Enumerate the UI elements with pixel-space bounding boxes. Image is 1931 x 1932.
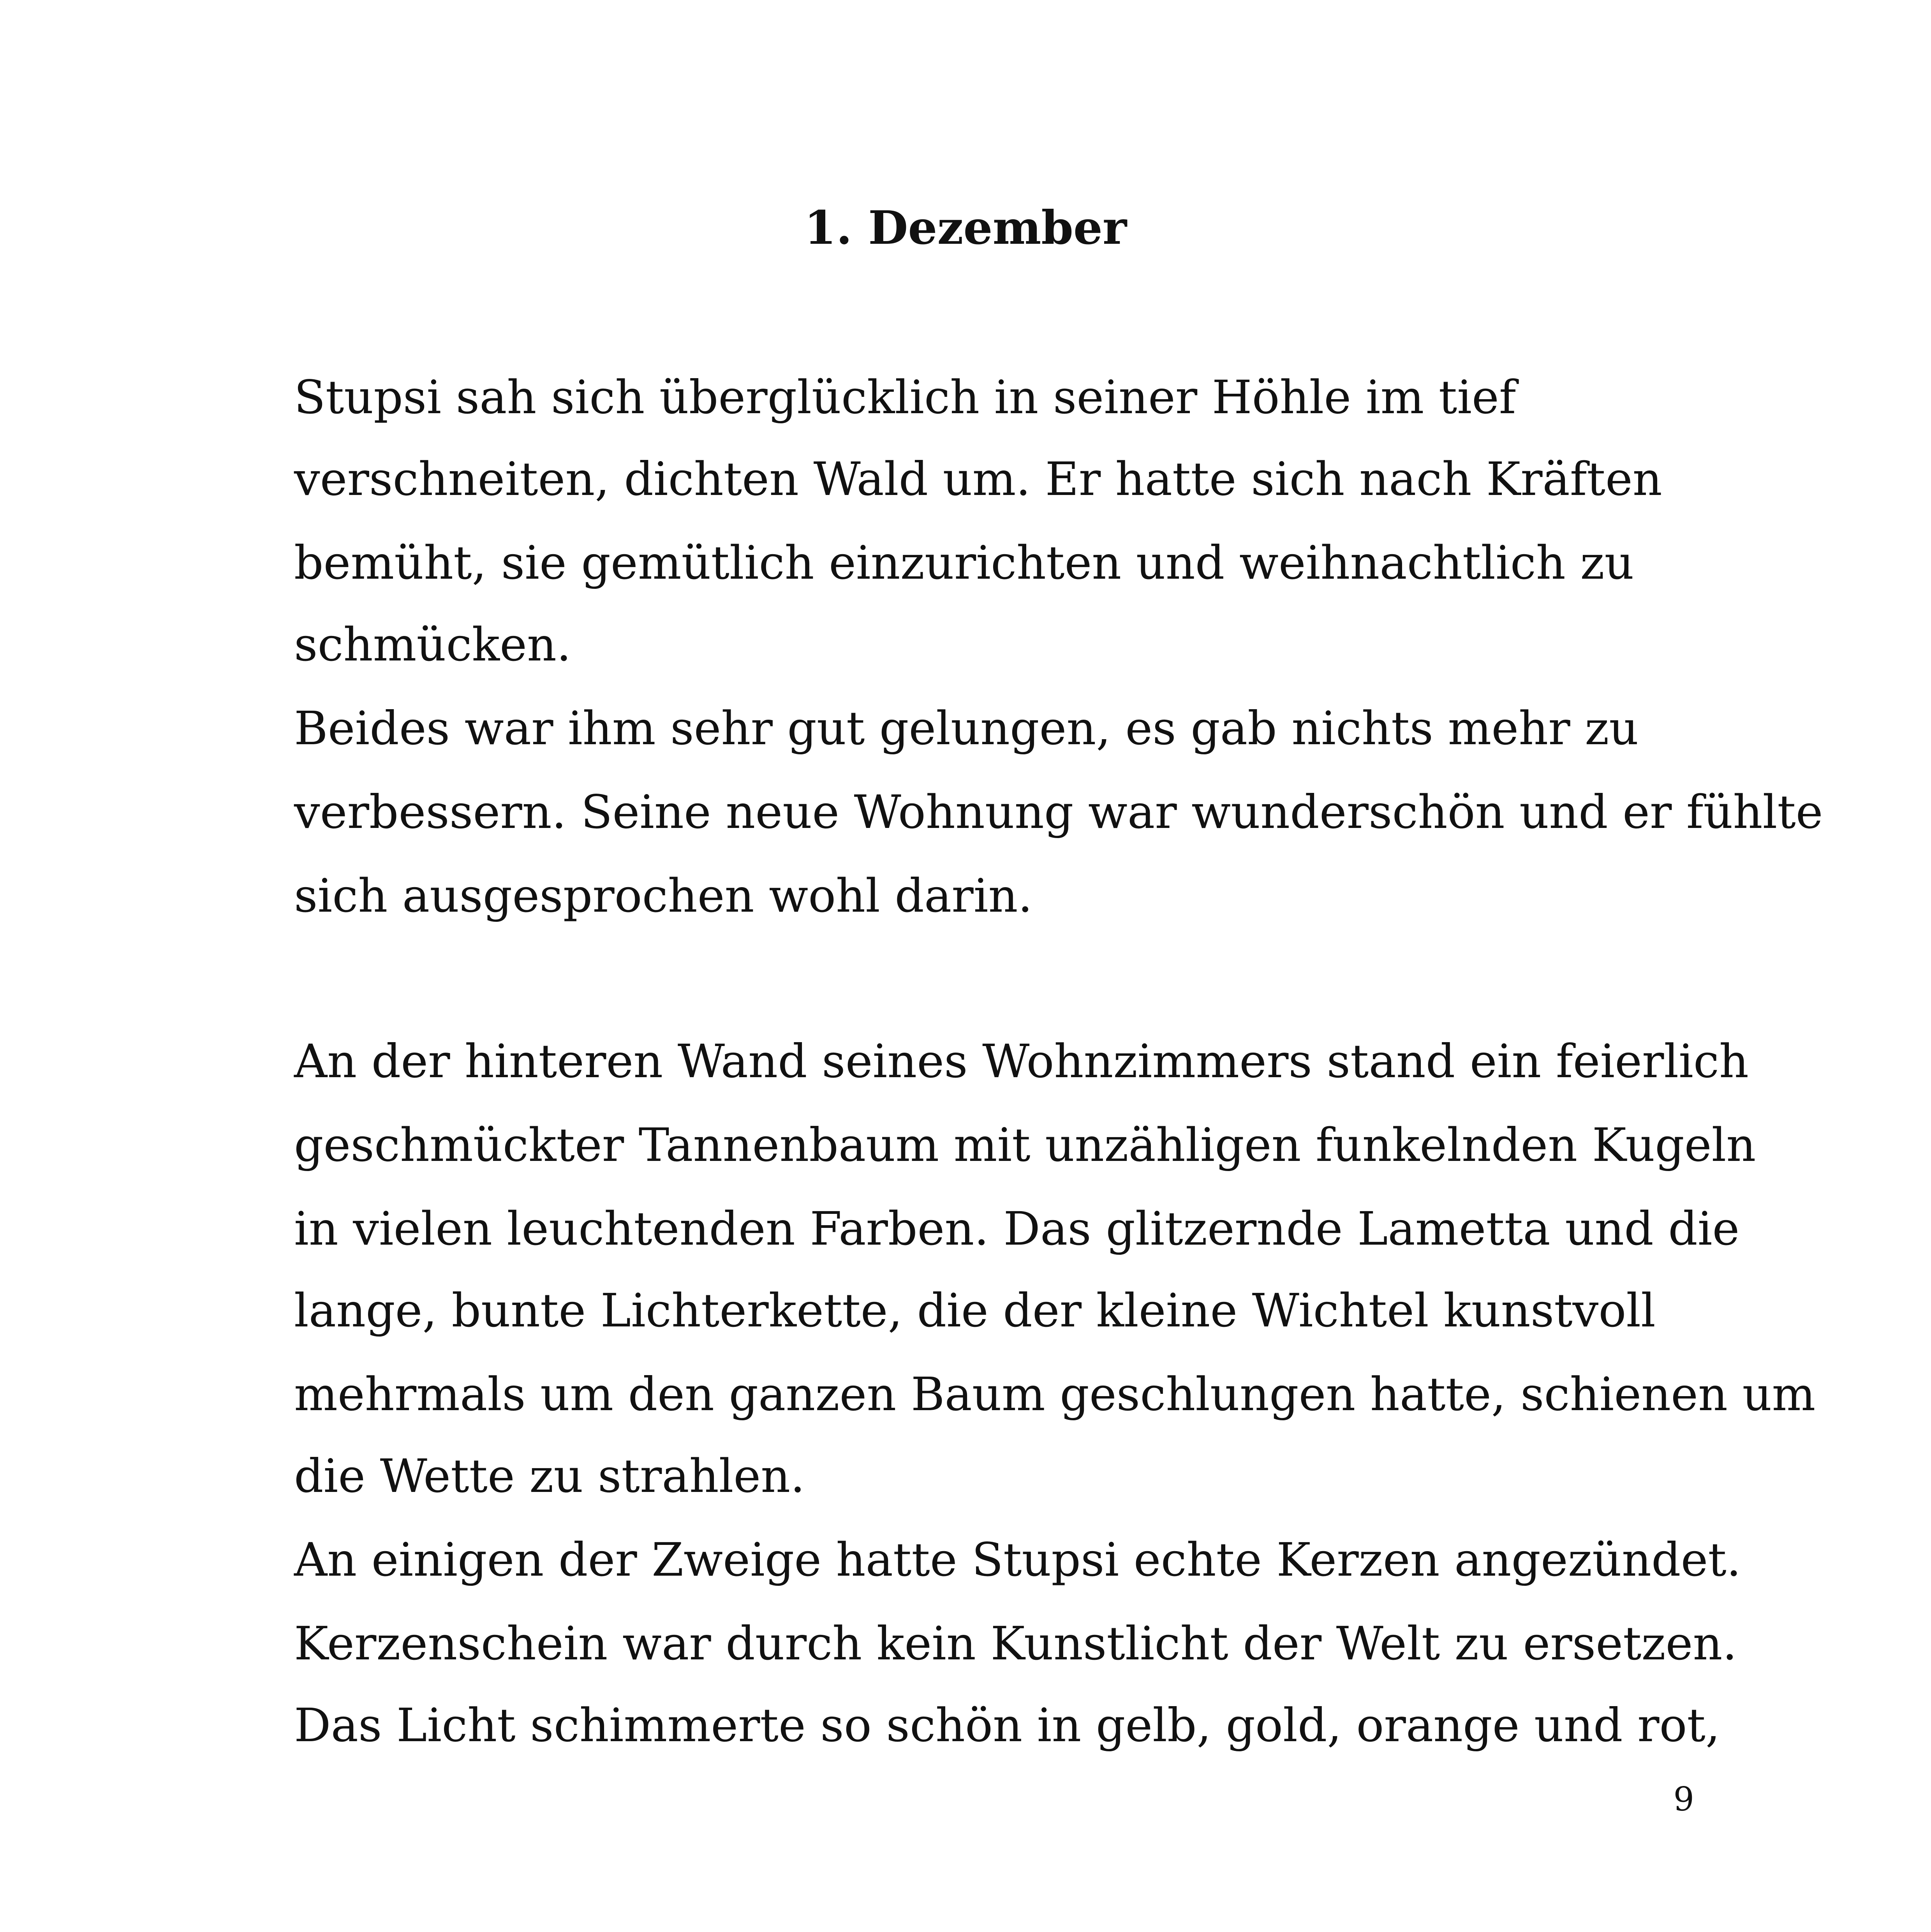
text-line: mehrmals um den ganzen Baum geschlungen hatte, schienen um (294, 1367, 1816, 1421)
text-line: An einigen der Zweige hatte Stupsi echte Kerzen angezündet. (294, 1533, 1741, 1587)
text-line: sich ausgesprochen wohl darin. (294, 869, 1032, 923)
text-line: verschneiten, dichten Wald um. Er hatte sich nach Kräften (294, 452, 1662, 506)
text-line: bemüht, sie gemütlich einzurichten und weihnachtlich zu (294, 536, 1634, 590)
text-line: geschmückter Tannenbaum mit unzähligen funkelnden Kugeln (294, 1118, 1756, 1172)
text-line: verbessern. Seine neue Wohnung war wunderschön und er fühlte (294, 785, 1823, 839)
text-line: schmücken. (294, 618, 571, 671)
text-line: lange, bunte Lichterkette, die der kleine Wichtel kunstvoll (294, 1284, 1656, 1337)
text-line: An der hinteren Wand seines Wohnzimmers stand ein feierlich (294, 1034, 1749, 1088)
text-line: Kerzenschein war durch kein Kunstlicht der Welt zu ersetzen. (294, 1617, 1737, 1670)
chapter-title: 1. Dezember (804, 201, 1127, 255)
text-line: in vielen leuchtenden Farben. Das glitzernde Lametta und die (294, 1202, 1740, 1256)
text-line: die Wette zu strahlen. (294, 1449, 805, 1503)
text-line: Stupsi sah sich überglücklich in seiner Höhle im tief (294, 370, 1516, 424)
page-number: 9 (1673, 1780, 1694, 1818)
text-line: Das Licht schimmerte so schön in gelb, gold, orange und rot, (294, 1698, 1720, 1752)
text-line: Beides war ihm sehr gut gelungen, es gab nichts mehr zu (294, 701, 1639, 755)
